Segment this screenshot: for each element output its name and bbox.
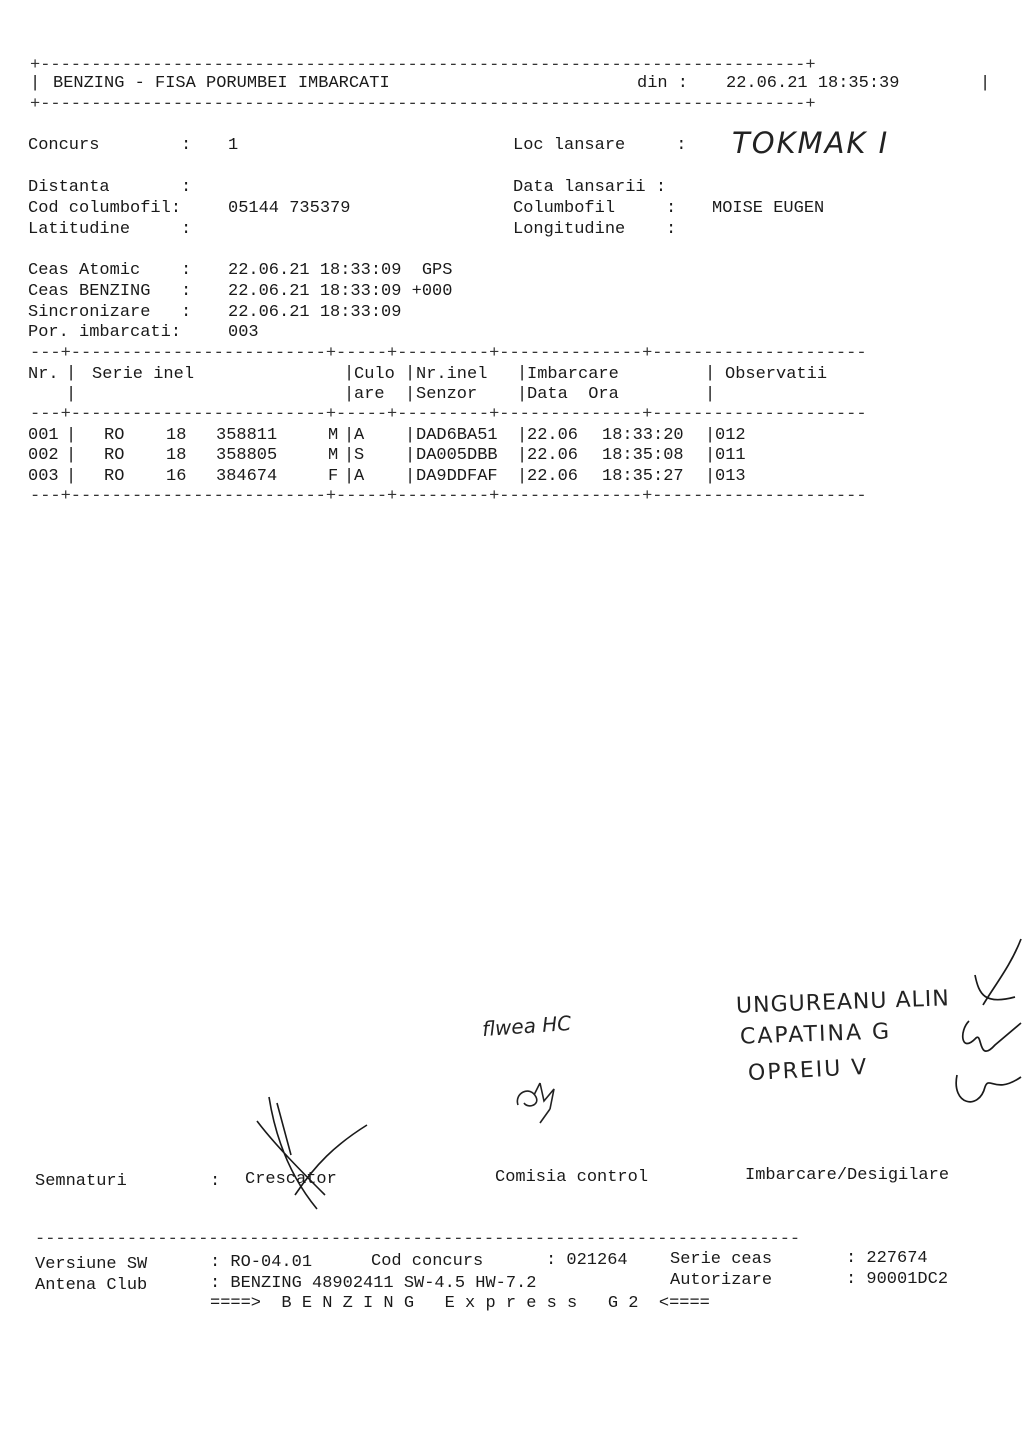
cell-an: 16: [166, 467, 187, 486]
concurs-label: Concurs :: [28, 136, 192, 155]
autorizare-label: Autorizare: [670, 1271, 773, 1290]
cell-sex: M: [328, 426, 339, 445]
por-imbarcati-label: Por. imbarcati:: [28, 323, 182, 342]
table-border-mid: ---+-------------------------+-----+---------+--------------+---------------------: [30, 405, 867, 424]
cod-concurs-label: Cod concurs: [371, 1252, 484, 1271]
table-vbar: |: [705, 426, 716, 445]
table-vbar: |: [344, 446, 355, 465]
cell-nr: 001: [28, 426, 59, 445]
longitudine-label: Longitudine :: [513, 220, 677, 239]
cell-culoare: A: [354, 467, 365, 486]
antena-club-value: : BENZING 48902411 SW-4.5 HW-7.2: [210, 1274, 537, 1293]
cell-tara: RO: [104, 446, 125, 465]
header-border-bottom: +---------------------------------------------------------------------------+: [30, 95, 816, 114]
col-header-imbarcare-2: Data Ora: [527, 385, 619, 404]
serie-ceas-value: : 227674: [846, 1249, 928, 1268]
table-vbar: |: [405, 467, 416, 486]
handwritten-initials-icon: [510, 1075, 570, 1125]
semnaturi-label: Semnaturi: [35, 1172, 127, 1191]
table-vbar: |: [405, 446, 416, 465]
col-header-nrinel-2: Senzor: [416, 385, 478, 404]
header-timestamp: 22.06.21 18:35:39: [726, 74, 900, 93]
table-vbar: | |: [344, 364, 355, 404]
table-vbar: |: [66, 446, 77, 465]
table-vbar: |: [705, 446, 716, 465]
cell-senzor: DA9DDFAF: [416, 467, 498, 486]
table-vbar: |: [517, 446, 528, 465]
table-vbar: | |: [66, 364, 77, 404]
por-imbarcati-value: 003: [228, 323, 259, 342]
loc-lansare-label: Loc lansare :: [513, 136, 687, 155]
table-vbar: |: [405, 426, 416, 445]
header-left-bar: |: [30, 74, 41, 93]
cell-senzor: DA005DBB: [416, 446, 498, 465]
latitudine-label: Latitudine :: [28, 220, 192, 239]
col-header-nrinel-1: Nr.inel: [416, 365, 488, 384]
data-lansarii-label: Data lansarii :: [513, 178, 667, 197]
concurs-value: 1: [228, 136, 239, 155]
sincronizare-label: Sincronizare :: [28, 303, 192, 322]
table-vbar: | |: [405, 364, 416, 404]
cod-concurs-value: : 021264: [546, 1251, 628, 1270]
col-header-nr: Nr.: [28, 365, 59, 384]
cell-tara: RO: [104, 426, 125, 445]
versiune-sw-value: : RO-04.01: [210, 1253, 313, 1272]
ceas-benzing-label: Ceas BENZING :: [28, 282, 192, 301]
cell-obs: 013: [715, 467, 746, 486]
header-right-bar: |: [980, 74, 991, 93]
autorizare-value: : 90001DC2: [846, 1270, 949, 1289]
cell-ora: 18:33:20: [602, 426, 684, 445]
cell-nr: 002: [28, 446, 59, 465]
versiune-sw-label: Versiune SW: [35, 1255, 148, 1274]
ceas-benzing-value: 22.06.21 18:33:09 +000: [228, 282, 453, 301]
cell-an: 18: [166, 446, 187, 465]
cell-senzor: DAD6BA51: [416, 426, 498, 445]
cell-culoare: A: [354, 426, 365, 445]
cell-serie: 384674: [216, 467, 278, 486]
col-header-serie: Serie inel: [92, 365, 195, 384]
header-title: BENZING - FISA PORUMBEI IMBARCATI: [53, 74, 390, 93]
cell-data: 22.06: [527, 446, 579, 465]
col-header-imbarcare-1: Imbarcare: [527, 365, 619, 384]
columbofil-value: MOISE EUGEN: [712, 199, 825, 218]
semnaturi-colon: :: [210, 1172, 221, 1191]
footer-divider: ---------------------------------------------------------------------------: [35, 1230, 801, 1249]
cell-obs: 011: [715, 446, 746, 465]
cell-ora: 18:35:08: [602, 446, 684, 465]
cell-serie: 358811: [216, 426, 278, 445]
cell-tara: RO: [104, 467, 125, 486]
handwritten-name-3: OPREIU V: [747, 1054, 869, 1087]
col-header-culoare-1: Culo: [354, 365, 395, 384]
ceas-atomic-value: 22.06.21 18:33:09 GPS: [228, 261, 453, 280]
table-border-bottom: ---+-------------------------+-----+---------+--------------+---------------------: [30, 487, 867, 506]
cell-sex: M: [328, 446, 339, 465]
handwritten-name-2: CAPATINA G: [739, 1019, 892, 1050]
columbofil-label: Columbofil :: [513, 199, 677, 218]
cod-columbofil-value: 05144 735379: [228, 199, 351, 218]
handwritten-note-flwea: flwea HC: [481, 1010, 572, 1042]
header-din-label: din :: [637, 74, 689, 93]
cell-ora: 18:35:27: [602, 467, 684, 486]
handwritten-name-1: UNGUREANU ALIN: [735, 986, 951, 1019]
cell-data: 22.06: [527, 426, 579, 445]
cod-columbofil-label: Cod columbofil:: [28, 199, 182, 218]
col-header-observatii: Observatii: [725, 365, 828, 384]
loc-lansare-handwritten: TOKMAK I: [732, 126, 890, 160]
crescator-signature-icon: [255, 1095, 375, 1215]
distanta-label: Distanta :: [28, 178, 192, 197]
table-vbar: |: [344, 426, 355, 445]
signature-scribble-icon: [955, 935, 1024, 1115]
table-vbar: |: [66, 467, 77, 486]
cell-an: 18: [166, 426, 187, 445]
cell-data: 22.06: [527, 467, 579, 486]
table-vbar: |: [517, 467, 528, 486]
sincronizare-value: 22.06.21 18:33:09: [228, 303, 402, 322]
table-vbar: |: [66, 426, 77, 445]
cell-nr: 003: [28, 467, 59, 486]
table-vbar: | |: [705, 364, 716, 404]
crescator-label: Crescator: [245, 1170, 337, 1189]
cell-obs: 012: [715, 426, 746, 445]
benzing-express-banner: ====> B E N Z I N G E x p r e s s G 2 <====: [210, 1294, 710, 1313]
ceas-atomic-label: Ceas Atomic :: [28, 261, 192, 280]
table-vbar: |: [705, 467, 716, 486]
table-vbar: |: [344, 467, 355, 486]
table-border-top: ---+-------------------------+-----+---------+--------------+---------------------: [30, 344, 867, 363]
table-vbar: |: [517, 426, 528, 445]
col-header-culoare-2: are: [354, 385, 385, 404]
cell-serie: 358805: [216, 446, 278, 465]
cell-culoare: S: [354, 446, 365, 465]
comisia-control-label: Comisia control: [495, 1168, 649, 1187]
imbarcare-desigilare-label: Imbarcare/Desigilare: [745, 1166, 950, 1185]
header-border-top: +---------------------------------------------------------------------------+: [30, 56, 816, 75]
table-vbar: | |: [517, 364, 528, 404]
cell-sex: F: [328, 467, 339, 486]
antena-club-label: Antena Club: [35, 1276, 148, 1295]
serie-ceas-label: Serie ceas: [670, 1250, 773, 1269]
